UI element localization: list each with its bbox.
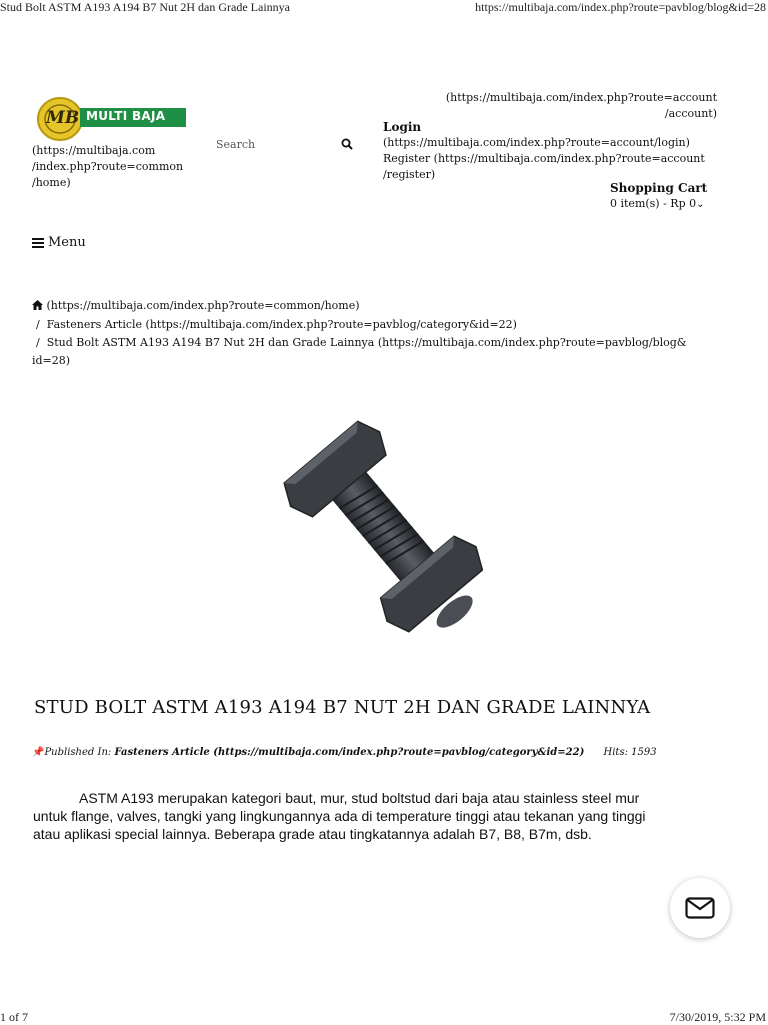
article-meta bbox=[32, 747, 657, 758]
print-footer-page: 1 of 7 bbox=[0, 1010, 28, 1024]
cart-summary-text: 0 item(s) - Rp 0 bbox=[610, 197, 697, 210]
stud-bolt-image bbox=[262, 390, 502, 660]
breadcrumb-home-link: (https://multibaja.com/index.php?route=common/home) bbox=[46, 299, 360, 312]
menu-label: Menu bbox=[48, 235, 86, 250]
menu-toggle[interactable] bbox=[32, 235, 86, 250]
breadcrumb-separator: / bbox=[36, 318, 40, 331]
logo-link-text[interactable] bbox=[32, 143, 183, 191]
account-link[interactable] bbox=[383, 90, 717, 122]
logo-link-line: (https://multibaja.com bbox=[32, 144, 156, 157]
published-category-link[interactable]: Fasteners Article (https://multibaja.com/index.php?route=pavblog/category&id=22) bbox=[114, 747, 585, 758]
cart-summary[interactable] bbox=[610, 196, 705, 213]
breadcrumb-category-link: Fasteners Article (https://multibaja.com/index.php?route=pavblog/category&id=22) bbox=[46, 318, 517, 331]
mail-icon bbox=[685, 897, 715, 919]
article-body bbox=[33, 789, 733, 843]
print-header-url: https://multibaja.com/index.php?route=pavblog/blog&id=28 bbox=[475, 0, 766, 14]
breadcrumb-item-article[interactable] bbox=[36, 334, 687, 352]
account-link-line: (https://multibaja.com/index.php?route=account bbox=[445, 91, 717, 104]
logo-monogram: MB bbox=[46, 108, 80, 128]
register-link-line: Register (https://multibaja.com/index.php?route=account bbox=[383, 152, 705, 165]
register-link-line: /register) bbox=[383, 168, 436, 181]
logo-brand-text: MULTI BAJA bbox=[86, 109, 166, 123]
register-link[interactable] bbox=[383, 151, 705, 183]
article-title: STUD BOLT ASTM A193 A194 B7 NUT 2H DAN GRADE LAINNYA bbox=[34, 697, 651, 718]
breadcrumb-article-link-cont[interactable]: id=28) bbox=[32, 354, 71, 367]
contact-mail-button[interactable] bbox=[670, 878, 730, 938]
account-link-line: /account) bbox=[664, 107, 717, 120]
search-input[interactable] bbox=[216, 134, 336, 154]
breadcrumb-home[interactable] bbox=[32, 297, 360, 315]
pin-icon: 📌 bbox=[32, 747, 45, 758]
article-body-line: untuk flange, valves, tangki yang lingkungannya ada di temperature tinggi atau tekanan yang tinggi bbox=[33, 808, 646, 824]
login-label[interactable]: Login bbox=[383, 120, 422, 134]
breadcrumb-item-category[interactable] bbox=[36, 316, 517, 334]
breadcrumb-article-link: Stud Bolt ASTM A193 A194 B7 Nut 2H dan Grade Lainnya (https://multibaja.com/index.php?route=pavblog/blog& bbox=[46, 336, 687, 349]
print-header-title: Stud Bolt ASTM A193 A194 B7 Nut 2H dan Grade Lainnya bbox=[0, 0, 290, 14]
chevron-down-icon: ⌄ bbox=[696, 199, 705, 210]
hits-count: Hits: 1593 bbox=[603, 747, 657, 758]
article-body-line: atau aplikasi special lainnya. Beberapa grade atau tingkatannya adalah B7, B8, B7m, dsb. bbox=[33, 826, 592, 842]
print-footer-datetime: 7/30/2019, 5:32 PM bbox=[669, 1010, 766, 1024]
breadcrumb-separator: / bbox=[36, 336, 40, 349]
home-icon bbox=[32, 300, 43, 310]
hamburger-icon bbox=[32, 238, 44, 248]
search-icon[interactable] bbox=[341, 138, 353, 150]
logo-link-line: /home) bbox=[32, 176, 71, 189]
logo-link-line: /index.php?route=common bbox=[32, 160, 184, 173]
cart-title[interactable]: Shopping Cart bbox=[610, 181, 708, 195]
article-body-line: ASTM A193 merupakan kategori baut, mur, stud boltstud dari baja atau stainless steel mur bbox=[79, 790, 640, 806]
login-link[interactable]: (https://multibaja.com/index.php?route=account/login) bbox=[383, 136, 690, 149]
logo[interactable] bbox=[34, 96, 188, 142]
published-label: Published In: bbox=[44, 747, 112, 758]
